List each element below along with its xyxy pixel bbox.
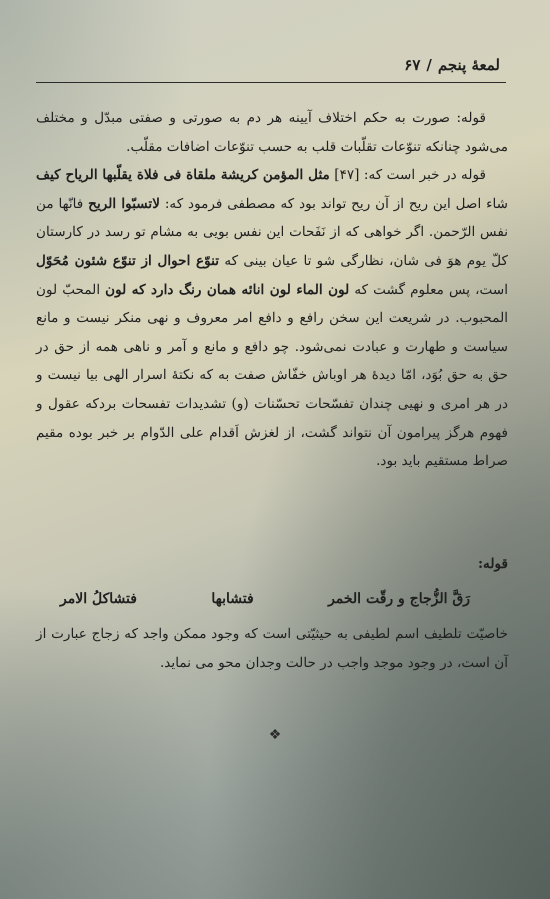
qawluhu-label: قوله: xyxy=(478,556,508,572)
paragraph-2-text-c: است، پس معلوم گشت که xyxy=(354,281,509,298)
verse-hemistich-1a: رَقَّ الزُّجاج و رقّت الخمر xyxy=(328,591,470,607)
chapter-title: لمعهٔ پنجم xyxy=(437,56,500,74)
emphasis-phrase: تنوّع احوال از تنوّع شئون مُحَوّل xyxy=(36,252,220,269)
running-header xyxy=(50,52,500,78)
paragraph-2-text-b: فانّها من نفس الرّحمن. اگر خواهی که از نَفَحات این نفس بویی به مشام تو رسد در کارستان کلّ یوم هوَ فی شان، نظارگی شو تا عیان بینی که xyxy=(36,195,508,269)
hadith-quote: مثل المؤمن کریشة ملقاة فی فلاة یقلّبها الریاح کیف xyxy=(36,167,330,184)
hadith-quote-2: لاتسبّوا الریح xyxy=(88,195,160,212)
paragraph-2-intro: قوله در خبر است که: [۴۷] xyxy=(334,167,486,184)
main-body xyxy=(36,104,508,476)
paragraph-1 xyxy=(36,104,508,161)
header-separator: / xyxy=(426,56,432,74)
arabic-verse xyxy=(60,586,470,612)
paragraph-2-text-d: المحبّ لون المحبوب. در شریعت این سخن رافع و دافع امر معروف و نهی منکر نیست و مانع سیاست و طهارت و عبادت نمی‌شود. چو دافع و مانع و آمر و ناهی همه از حق در حق به حق بُوَد، امّا دیدهٔ هر اوباش خفّاش صفت به که نکتهٔ اسرار الهی بیا نیست و در هر امری و نهیی چندان تفسّحات تحسّنات (و) تشدیدات تفسحات بردکه عقول و فهوم هرگز پیرامون آن نتواند گشت، از لغزش اَقدام علی الدّوام بر خبر بوده مقیم صراط مستقیم باید بود. xyxy=(36,281,508,470)
paragraph-2-text-a: شاء اصل این ریح از آن ریح تواند بود که مصطفی فرمود که: xyxy=(164,195,509,212)
section-ornament: ❖ xyxy=(268,727,282,743)
header-rule xyxy=(36,82,506,83)
closing-body xyxy=(36,620,508,677)
emphasis-phrase-2: لون الماء لون انائه همان رنگ دارد که لون xyxy=(105,281,350,298)
verse-hemistich-1b: فتشابها xyxy=(211,591,254,607)
page-number: ۶۷ xyxy=(404,56,421,74)
verse-hemistich-2: فتشاکلُ الامر xyxy=(60,591,137,607)
paragraph-2 xyxy=(36,161,508,476)
paragraph-1-text: قوله: صورت به حکم اختلاف آیینه هر دم به صورتی و صفتی مبدّل و مختلف می‌شود چنانکه تنوّعات تقلّبات قلب به حسب تنوّعات اضافات مقلّب. xyxy=(36,110,508,155)
closing-paragraph: خاصیّت تلطیف اسم لطیفی به حیثیّتی است که وجود ممکن واجد که زجاج عبارت از آن است، در وجود موجد واجب در حالت وجدان محو می نماید. xyxy=(36,626,508,671)
